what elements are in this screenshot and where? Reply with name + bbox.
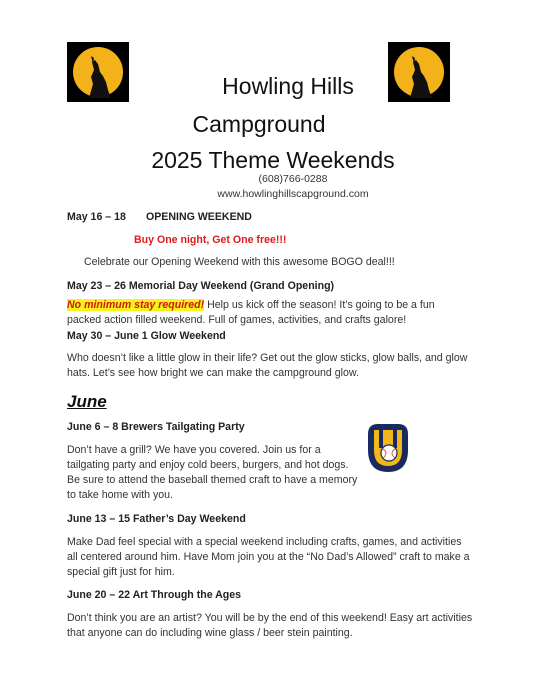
- memorial-highlight: No minimum stay required!: [67, 299, 205, 311]
- art-line-2: that anyone can do including wine glass / beer stein painting.: [67, 627, 353, 639]
- brewers-line-2: tailgating party and enjoy cold beers, burgers, and hot dogs.: [67, 459, 349, 471]
- title-line-2: Campground: [192, 111, 326, 137]
- title-line-1: Howling Hills: [222, 73, 354, 99]
- fathers-line-1: Make Dad feel special with a special weekend including crafts, games, and activities: [67, 536, 462, 548]
- art-line-1: Don’t think you are an artist? You will be by the end of this weekend! Easy art activities: [67, 612, 473, 624]
- memorial-desc-1: Help us kick off the season! It’s going to be a fun: [204, 299, 435, 311]
- phone-number: (608)766-0288: [258, 173, 328, 185]
- memorial-line-1: [67, 298, 435, 313]
- memorial-heading: May 23 – 26 Memorial Day Weekend (Grand Opening): [67, 280, 335, 292]
- brewers-line-4: to take home with you.: [67, 489, 173, 501]
- brewers-heading: June 6 – 8 Brewers Tailgating Party: [67, 421, 245, 433]
- website-link[interactable]: www.howlinghillscapground.com: [217, 188, 369, 200]
- fathers-line-3: special gift just for him.: [67, 566, 175, 578]
- title-line-3: 2025 Theme Weekends: [151, 147, 395, 173]
- opening-dates: May 16 – 18: [67, 211, 126, 223]
- june-section-title: June: [67, 392, 107, 411]
- fathers-heading: June 13 – 15 Father’s Day Weekend: [67, 513, 246, 525]
- glow-heading: May 30 – June 1 Glow Weekend: [67, 330, 226, 342]
- opening-description: Celebrate our Opening Weekend with this awesome BOGO deal!!!: [84, 256, 395, 268]
- glow-line-2: hats. Let’s see how bright we can make the campground glow.: [67, 367, 359, 379]
- memorial-line-2: packed action filled weekend. Full of games, activities, and crafts galore!: [67, 314, 407, 326]
- art-heading: June 20 – 22 Art Through the Ages: [67, 589, 242, 601]
- fathers-line-2: all centered around him. Have Mom join you at the “No Dad’s Allowed” craft to make a: [67, 551, 470, 563]
- glow-line-1: Who doesn’t like a little glow in their life? Get out the glow sticks, glow balls, and glow: [67, 352, 468, 364]
- opening-promo: Buy One night, Get One free!!!: [134, 234, 287, 246]
- opening-title: OPENING WEEKEND: [146, 211, 252, 223]
- brewers-line-1: Don’t have a grill? We have you covered. Join us for a: [67, 444, 321, 456]
- brewers-logo-icon: [362, 420, 414, 476]
- brewers-line-3: Be sure to attend the baseball themed craft to have a memory: [67, 474, 358, 486]
